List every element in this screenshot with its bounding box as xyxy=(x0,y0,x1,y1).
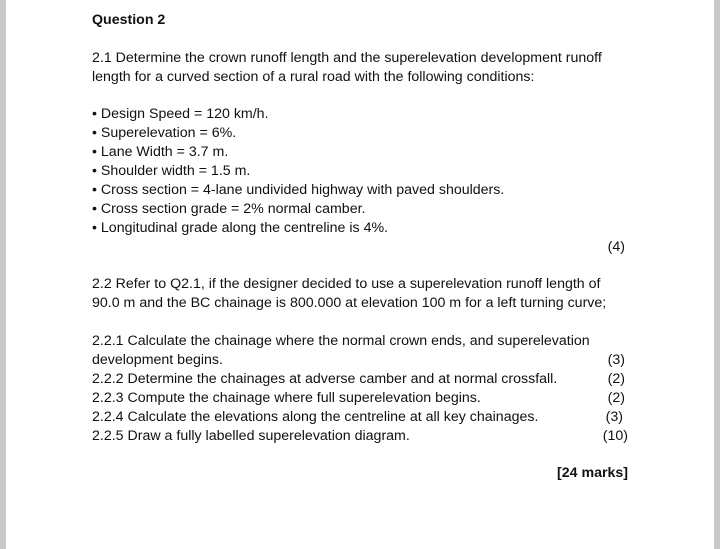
q2-1-marks: (4) xyxy=(607,239,625,255)
q2-2-3-marks: (2) xyxy=(607,390,625,406)
q2-2-5-marks: (10) xyxy=(602,428,628,444)
q2-1-text-line1: 2.1 Determine the crown runoff length and the superelevation development runoff xyxy=(92,50,602,66)
q2-2-3-text: 2.2.3 Compute the chainage where full superelevation begins. xyxy=(92,390,481,406)
q2-2-2-text: 2.2.2 Determine the chainages at adverse camber and at normal crossfall. xyxy=(92,371,558,387)
bullet-item: • Superelevation = 6%. xyxy=(92,125,237,141)
question-title: Question 2 xyxy=(92,12,166,28)
q2-2-2-marks: (2) xyxy=(607,371,625,387)
bullet-item: • Shoulder width = 1.5 m. xyxy=(92,163,251,179)
bullet-item: • Lane Width = 3.7 m. xyxy=(92,144,229,160)
q2-2-4-text: 2.2.4 Calculate the elevations along the centreline at all key chainages. xyxy=(92,409,539,425)
q2-2-text-line2: 90.0 m and the BC chainage is 800.000 at elevation 100 m for a left turning curve; xyxy=(92,295,607,311)
bullet-item: • Cross section grade = 2% normal camber. xyxy=(92,201,366,217)
bullet-item: • Design Speed = 120 km/h. xyxy=(92,106,269,122)
q2-2-5-text: 2.2.5 Draw a fully labelled superelevation diagram. xyxy=(92,428,410,444)
total-marks: [24 marks] xyxy=(557,465,628,481)
document-page xyxy=(6,0,714,549)
q2-2-1-line2: development begins. xyxy=(92,352,223,368)
q2-1-text-line2: length for a curved section of a rural road with the following conditions: xyxy=(92,69,535,85)
bullet-item: • Cross section = 4-lane undivided highway with paved shoulders. xyxy=(92,182,505,198)
q2-2-text-line1: 2.2 Refer to Q2.1, if the designer decided to use a superelevation runoff length of xyxy=(92,276,601,292)
bullet-item: • Longitudinal grade along the centreline is 4%. xyxy=(92,220,389,236)
q2-2-1-marks: (3) xyxy=(607,352,625,368)
q2-2-1-line1: 2.2.1 Calculate the chainage where the normal crown ends, and superelevation xyxy=(92,333,590,349)
q2-2-4-marks: (3) xyxy=(605,409,623,425)
